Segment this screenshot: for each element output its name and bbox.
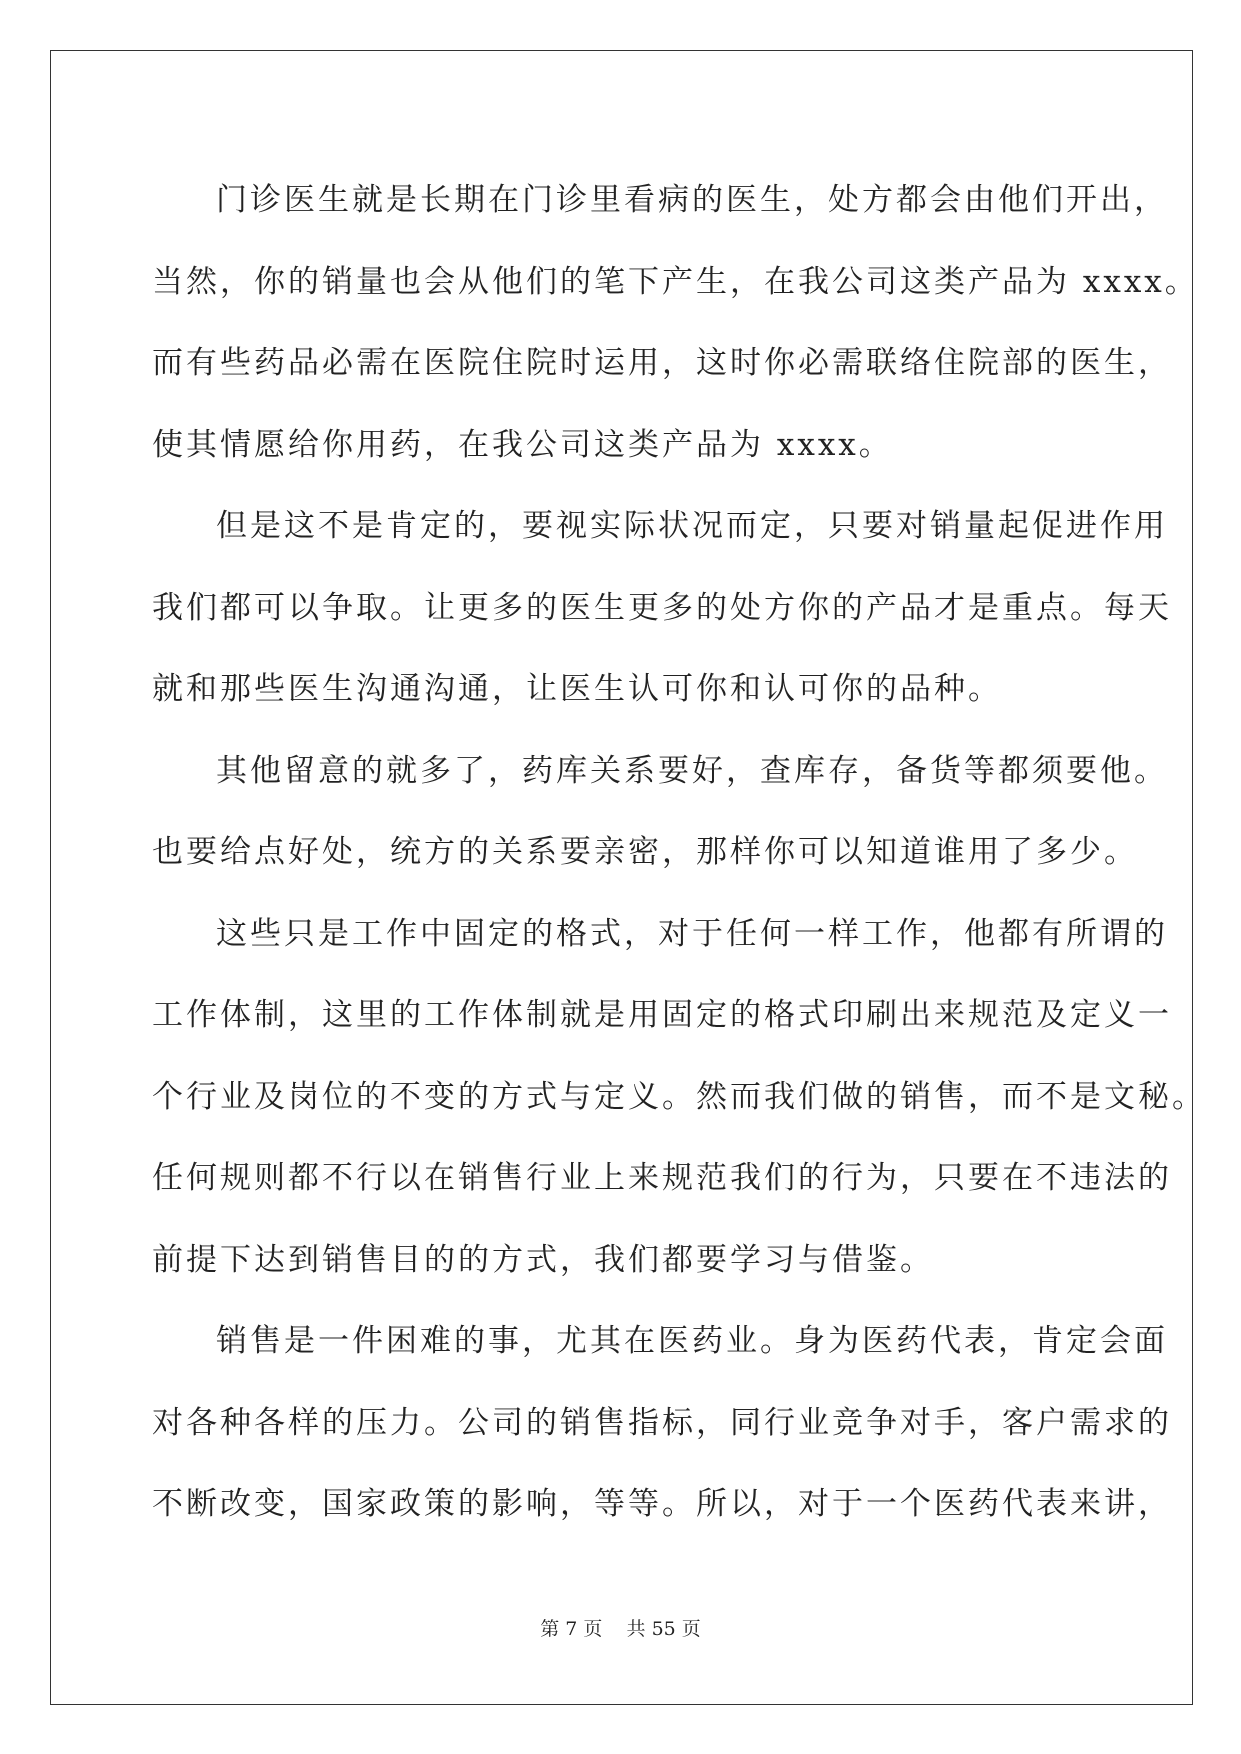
text-line: 其他留意的就多了，药库关系要好，查库存，备货等都须要他。 bbox=[216, 752, 1168, 789]
text-line: 不断改变，国家政策的影响，等等。所以，对于一个医药代表来讲， bbox=[152, 1486, 1172, 1522]
text-line: 使其情愿给你用药，在我公司这类产品为 xxxx。 bbox=[152, 426, 893, 463]
text-line: 但是这不是肯定的，要视实际状况而定，只要对销量起促进作用 bbox=[216, 508, 1168, 544]
text-line: 对各种各样的压力。公司的销售指标，同行业竞争对手，客户需求的 bbox=[152, 1404, 1172, 1441]
text-line: 门诊医生就是长期在门诊里看病的医生，处方都会由他们开出， bbox=[216, 182, 1168, 218]
text-line: 而有些药品必需在医院住院时运用，这时你必需联络住院部的医生， bbox=[152, 345, 1172, 381]
paragraph-3 bbox=[152, 731, 1168, 894]
text-line: 也要给点好处，统方的关系要亲密，那样你可以知道谁用了多少。 bbox=[152, 834, 1138, 870]
text-line: 前提下达到销售目的的方式，我们都要学习与借鉴。 bbox=[152, 1241, 934, 1278]
text-line: 当然，你的销量也会从他们的笔下产生，在我公司这类产品为 xxxx。 bbox=[152, 263, 1199, 300]
text-line: 就和那些医生沟通沟通，让医生认可你和认可你的品种。 bbox=[152, 671, 1002, 707]
text-line: 我们都可以争取。让更多的医生更多的处方你的产品才是重点。每天 bbox=[152, 589, 1172, 626]
page-number: 第 7 页 bbox=[540, 1618, 603, 1640]
paragraph-5 bbox=[152, 1301, 1172, 1546]
page-footer bbox=[0, 1614, 1241, 1641]
text-line: 个行业及岗位的不变的方式与定义。然而我们做的销售，而不是文秘。 bbox=[152, 1078, 1206, 1115]
page-total: 共 55 页 bbox=[626, 1618, 701, 1640]
paragraph-4 bbox=[152, 894, 1206, 1302]
document-body bbox=[152, 160, 1206, 1546]
text-line: 任何规则都不行以在销售行业上来规范我们的行为，只要在不违法的 bbox=[152, 1160, 1172, 1196]
text-line: 这些只是工作中固定的格式，对于任何一样工作，他都有所谓的 bbox=[216, 915, 1168, 952]
text-line: 销售是一件困难的事，尤其在医药业。身为医药代表，肯定会面 bbox=[216, 1323, 1168, 1359]
paragraph-2 bbox=[152, 486, 1172, 731]
text-line: 工作体制，这里的工作体制就是用固定的格式印刷出来规范及定义一 bbox=[152, 997, 1172, 1033]
paragraph-1 bbox=[152, 160, 1199, 486]
